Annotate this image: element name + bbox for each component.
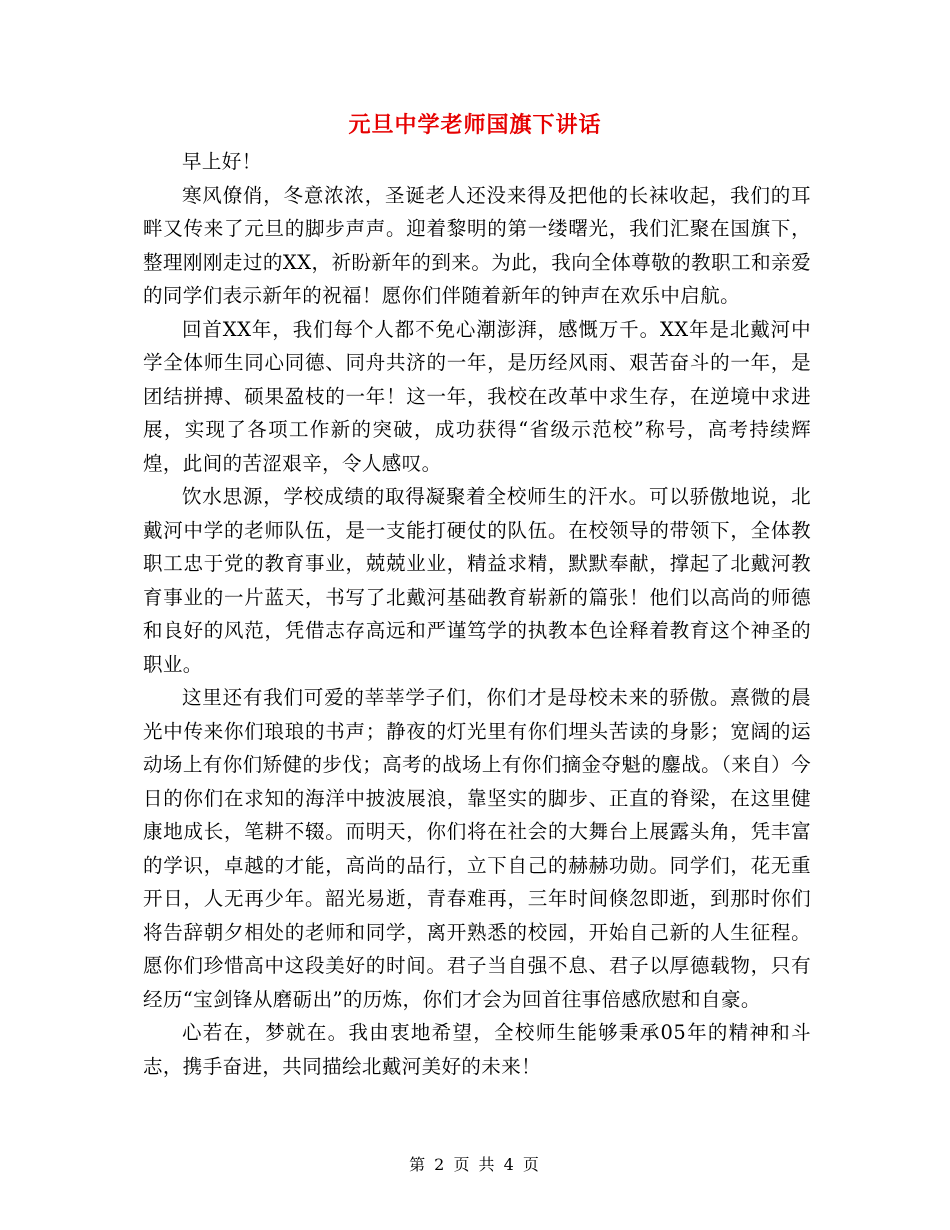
paragraph: 饮水思源，学校成绩的取得凝聚着全校师生的汗水。可以骄傲地说，北戴河中学的老师队伍，是一支能打硬仗的队伍。在校领导的带领下，全体教职工忠于党的教育事业，兢兢业业，精益求精，默默奉献，撑起了北戴河教育事业的一片蓝天，书写了北戴河基础教育崭新的篇张！他们以高尚的师德和良好的风范，凭借志存高远和严谨笃学的执教本色诠释着教育这个神圣的职业。: [143, 485, 811, 676]
document-body: [143, 145, 811, 1083]
page-number-footer: 第 2 页 共 4 页: [409, 1155, 541, 1174]
paragraph: 寒风僚俏，冬意浓浓，圣诞老人还没来得及把他的长袜收起，我们的耳畔又传来了元旦的脚步声声。迎着黎明的第一缕曙光，我们汇聚在国旗下，整理刚刚走过的XX，祈盼新年的到来。为此，我向全体尊敬的教职工和亲爱的同学们表示新年的祝福！愿你们伴随着新年的钟声在欢乐中启航。: [143, 183, 811, 307]
paragraph: 这里还有我们可爱的莘莘学子们，你们才是母校未来的骄傲。熹微的晨光中传来你们琅琅的书声；静夜的灯光里有你们埋头苦读的身影；宽阔的运动场上有你们矫健的步伐；高考的战场上有你们摘金夺魁的鏖战。（来自）今日的你们在求知的海洋中披波展浪，靠坚实的脚步、正直的脊梁，在这里健康地成长，笔耕不辍。而明天，你们将在社会的大舞台上展露头角，凭丰富的学识，卓越的才能，高尚的品行，立下自己的赫赫功勋。同学们，花无重开日，人无再少年。韶光易逝，青春难再，三年时间倏忽即逝，到那时你们将告辞朝夕相处的老师和同学，离开熟悉的校园，开始自己新的人生征程。愿你们珍惜高中这段美好的时间。君子当自强不息、君子以厚德载物，只有经历“宝剑锋从磨砺出”的历炼，你们才会为回首往事倍感欣慰和自豪。: [143, 686, 811, 1011]
paragraph: 回首XX年，我们每个人都不免心潮澎湃，感慨万千。XX年是北戴河中学全体师生同心同德、同舟共济的一年，是历经风雨、艰苦奋斗的一年，是团结拼搏、硕果盈枝的一年！这一年，我校在改革中求生存，在逆境中求进展，实现了各项工作新的突破，成功获得“省级示范校”称号，高考持续辉煌，此间的苦涩艰辛，令人感叹。: [143, 317, 811, 475]
paragraph: 心若在，梦就在。我由衷地希望，全校师生能够秉承05年的精神和斗志，携手奋进，共同描绘北戴河美好的未来！: [143, 1021, 811, 1078]
paragraph-greeting: 早上好！: [182, 150, 262, 173]
document-title: 元旦中学老师国旗下讲话: [348, 113, 602, 138]
